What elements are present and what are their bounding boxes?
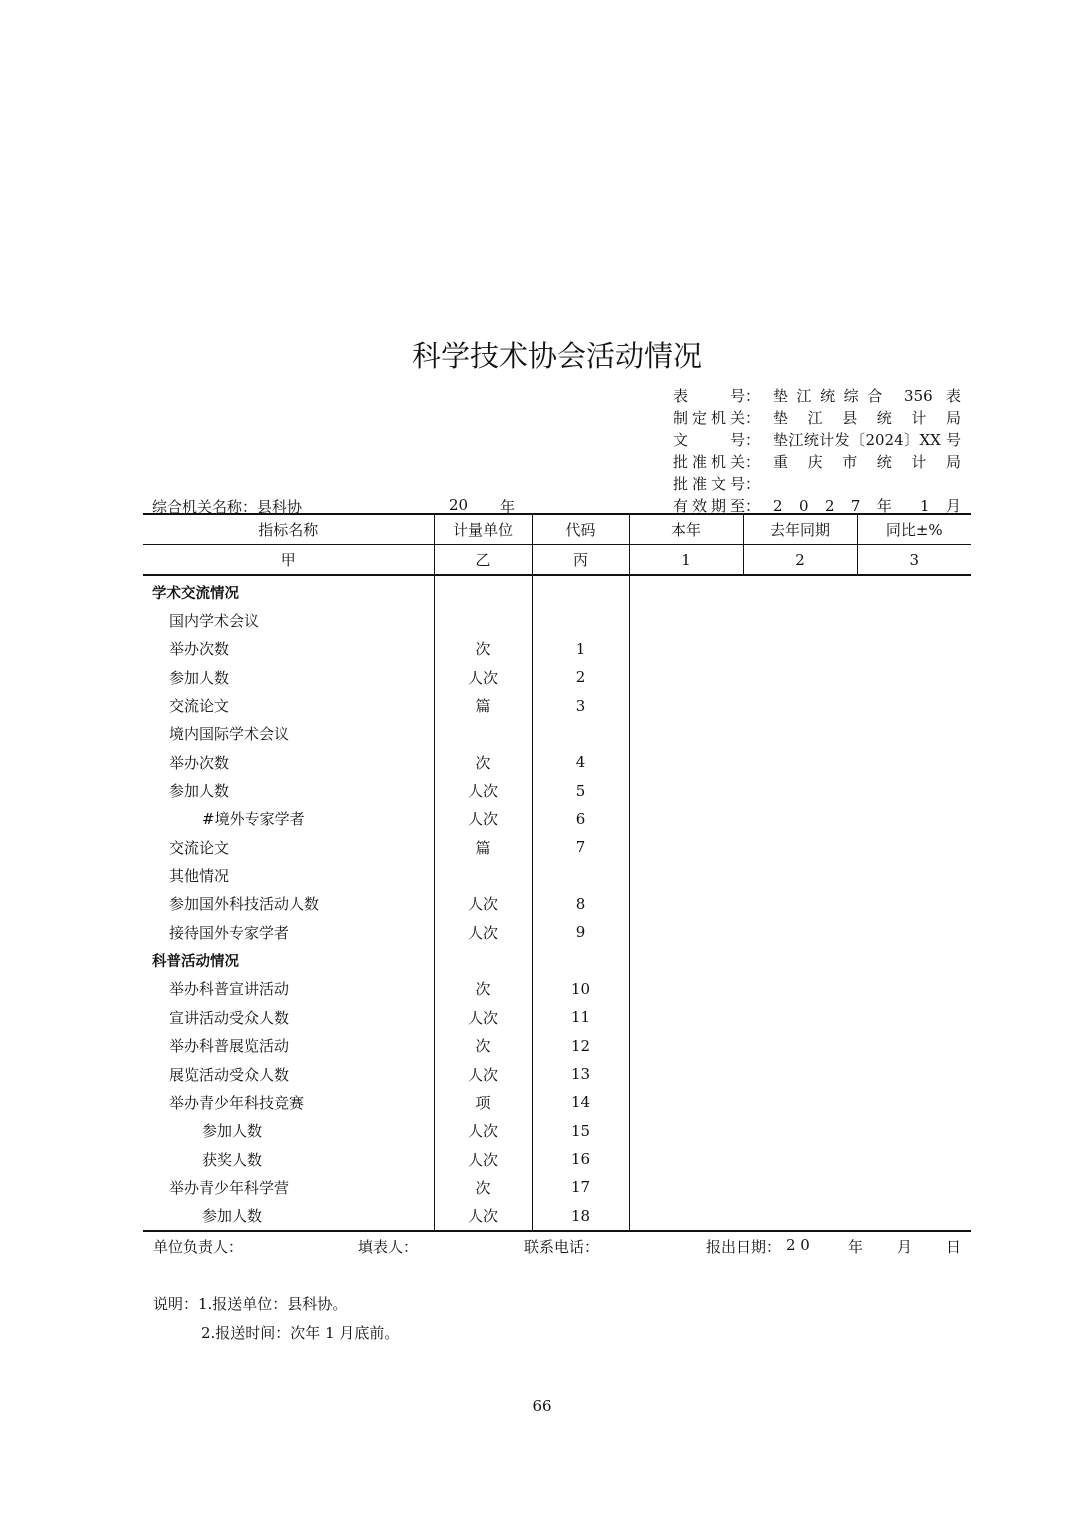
row-indicator-name: 接待国外专家学者 (143, 918, 434, 946)
row-last-year (743, 1032, 857, 1060)
table-row (143, 1060, 971, 1088)
row-indicator-name: 宣讲活动受众人数 (143, 1003, 434, 1031)
row-indicator-name: 举办科普展览活动 (143, 1032, 434, 1060)
row-this-year (629, 1202, 743, 1231)
row-code: 15 (532, 1117, 629, 1145)
table-row (143, 833, 971, 861)
row-last-year (743, 1202, 857, 1231)
footer-year-unit: 年 (848, 1238, 864, 1256)
row-indicator-name: 参加人数 (143, 776, 434, 804)
row-indicator-name: 举办科普宣讲活动 (143, 975, 434, 1003)
row-unit: 次 (434, 1032, 532, 1060)
row-this-year (629, 861, 743, 889)
meta-colon: ： (745, 453, 761, 471)
row-yoy (857, 575, 971, 606)
row-indicator-name: 交流论文 (143, 691, 434, 719)
row-last-year (743, 606, 857, 634)
row-unit (434, 575, 532, 606)
row-last-year (743, 691, 857, 719)
subheader-jia: 甲 (143, 545, 434, 576)
row-last-year (743, 776, 857, 804)
meta-row (673, 473, 963, 495)
row-unit: 人次 (434, 1117, 532, 1145)
table-row (143, 805, 971, 833)
meta-row (673, 385, 963, 407)
meta-value: 垫 江 县 统 计 局 (773, 409, 961, 427)
row-unit: 人次 (434, 1060, 532, 1088)
row-this-year (629, 1117, 743, 1145)
row-unit (434, 720, 532, 748)
row-yoy (857, 720, 971, 748)
row-code: 13 (532, 1060, 629, 1088)
row-yoy (857, 606, 971, 634)
table-row (143, 575, 971, 606)
row-code: 5 (532, 776, 629, 804)
row-indicator-name: 国内学术会议 (143, 606, 434, 634)
meta-label: 文 号 (673, 431, 745, 449)
row-indicator-name: 展览活动受众人数 (143, 1060, 434, 1088)
subheader-yi: 乙 (434, 545, 532, 576)
row-this-year (629, 635, 743, 663)
row-unit: 人次 (434, 1145, 532, 1173)
header-row (143, 514, 971, 545)
row-last-year (743, 635, 857, 663)
row-unit: 人次 (434, 1003, 532, 1031)
row-this-year (629, 720, 743, 748)
row-code (532, 575, 629, 606)
row-last-year (743, 720, 857, 748)
row-last-year (743, 805, 857, 833)
meta-colon: ： (745, 475, 761, 493)
row-unit: 人次 (434, 1202, 532, 1231)
table-row (143, 946, 971, 974)
table-row (143, 1117, 971, 1145)
row-indicator-name: 参加国外科技活动人数 (143, 890, 434, 918)
header-last-year: 去年同期 (743, 514, 857, 545)
org-name: 综合机关名称：县科协 (152, 498, 303, 516)
row-unit (434, 861, 532, 889)
footer-filler: 填表人： (358, 1238, 419, 1256)
row-indicator-name: 科普活动情况 (143, 946, 434, 974)
row-this-year (629, 1003, 743, 1031)
row-unit: 项 (434, 1088, 532, 1116)
row-last-year (743, 890, 857, 918)
row-unit (434, 946, 532, 974)
row-code: 10 (532, 975, 629, 1003)
subheader-2: 2 (743, 545, 857, 576)
row-code (532, 861, 629, 889)
row-yoy (857, 635, 971, 663)
row-last-year (743, 975, 857, 1003)
row-code: 2 (532, 663, 629, 691)
header-code: 代码 (532, 514, 629, 545)
row-yoy (857, 1117, 971, 1145)
page-number: 66 (532, 1397, 552, 1415)
row-last-year (743, 575, 857, 606)
row-this-year (629, 1088, 743, 1116)
row-code (532, 946, 629, 974)
meta-value: 垫江统计发〔2024〕XX 号 (773, 431, 961, 449)
row-last-year (743, 946, 857, 974)
row-yoy (857, 748, 971, 776)
row-code: 12 (532, 1032, 629, 1060)
row-last-year (743, 833, 857, 861)
row-indicator-name: 举办次数 (143, 635, 434, 663)
header-unit: 计量单位 (434, 514, 532, 545)
meta-value: 2 0 2 7 年 1 月 (773, 497, 961, 515)
row-unit: 次 (434, 1173, 532, 1201)
form-title: 科学技术协会活动情况 (411, 339, 702, 373)
table-row (143, 663, 971, 691)
row-yoy (857, 890, 971, 918)
row-unit: 次 (434, 975, 532, 1003)
row-indicator-name: 其他情况 (143, 861, 434, 889)
row-yoy (857, 1173, 971, 1201)
row-yoy (857, 833, 971, 861)
row-last-year (743, 1173, 857, 1201)
table-row (143, 1202, 971, 1231)
row-last-year (743, 1117, 857, 1145)
subheader-1: 1 (629, 545, 743, 576)
row-this-year (629, 1060, 743, 1088)
report-year-unit: 年 (500, 498, 516, 516)
row-this-year (629, 890, 743, 918)
note-line-2: 2.报送时间：次年 1 月底前。 (201, 1324, 400, 1342)
subheader-bing: 丙 (532, 545, 629, 576)
row-unit: 人次 (434, 805, 532, 833)
table-body (143, 575, 971, 1231)
row-last-year (743, 918, 857, 946)
row-yoy (857, 776, 971, 804)
meta-value: 重 庆 市 统 计 局 (773, 453, 961, 471)
meta-label: 表 号 (673, 387, 745, 405)
row-indicator-name: 举办次数 (143, 748, 434, 776)
row-last-year (743, 663, 857, 691)
table-row (143, 1145, 971, 1173)
row-indicator-name: 学术交流情况 (143, 575, 434, 606)
row-this-year (629, 1173, 743, 1201)
row-code: 18 (532, 1202, 629, 1231)
table-row (143, 890, 971, 918)
row-last-year (743, 1088, 857, 1116)
row-last-year (743, 748, 857, 776)
table-row (143, 748, 971, 776)
footer-day-unit: 日 (946, 1238, 962, 1256)
row-unit: 人次 (434, 663, 532, 691)
row-unit: 次 (434, 635, 532, 663)
table-row (143, 720, 971, 748)
meta-value: 垫江统综合 356 表 (773, 387, 961, 405)
table-row (143, 861, 971, 889)
table-row (143, 918, 971, 946)
row-yoy (857, 1088, 971, 1116)
row-yoy (857, 1003, 971, 1031)
table-row (143, 1003, 971, 1031)
row-indicator-name: 参加人数 (143, 663, 434, 691)
meta-colon: ： (745, 497, 761, 515)
row-unit: 人次 (434, 890, 532, 918)
table-row (143, 776, 971, 804)
row-yoy (857, 1145, 971, 1173)
table-row (143, 606, 971, 634)
row-code: 9 (532, 918, 629, 946)
row-yoy (857, 691, 971, 719)
row-code: 7 (532, 833, 629, 861)
row-this-year (629, 575, 743, 606)
row-unit: 次 (434, 748, 532, 776)
report-year: 20 (449, 496, 469, 514)
row-code: 14 (532, 1088, 629, 1116)
footer-phone: 联系电话： (524, 1238, 600, 1256)
row-code: 1 (532, 635, 629, 663)
row-last-year (743, 861, 857, 889)
row-last-year (743, 1145, 857, 1173)
meta-colon: ： (745, 387, 761, 405)
subheader-3: 3 (857, 545, 971, 576)
row-last-year (743, 1003, 857, 1031)
row-last-year (743, 1060, 857, 1088)
table-row (143, 975, 971, 1003)
row-this-year (629, 833, 743, 861)
meta-row (673, 451, 963, 473)
row-this-year (629, 776, 743, 804)
row-yoy (857, 663, 971, 691)
row-yoy (857, 1060, 971, 1088)
row-this-year (629, 663, 743, 691)
row-this-year (629, 946, 743, 974)
header-this-year: 本年 (629, 514, 743, 545)
meta-label: 制定机关 (673, 409, 745, 427)
row-indicator-name: 境内国际学术会议 (143, 720, 434, 748)
row-code (532, 720, 629, 748)
row-unit (434, 606, 532, 634)
meta-colon: ： (745, 431, 761, 449)
meta-label: 有效期至 (673, 497, 745, 515)
row-yoy (857, 975, 971, 1003)
table-row (143, 1088, 971, 1116)
row-indicator-name: #境外专家学者 (143, 805, 434, 833)
footer-date-year: 2 0 (786, 1236, 810, 1254)
row-code (532, 606, 629, 634)
meta-row (673, 429, 963, 451)
footer-head: 单位负责人： (153, 1238, 244, 1256)
row-yoy (857, 1032, 971, 1060)
row-yoy (857, 805, 971, 833)
row-indicator-name: 交流论文 (143, 833, 434, 861)
row-code: 6 (532, 805, 629, 833)
footer-month-unit: 月 (897, 1238, 913, 1256)
row-code: 16 (532, 1145, 629, 1173)
row-yoy (857, 918, 971, 946)
meta-label: 批准机关 (673, 453, 745, 471)
row-this-year (629, 1145, 743, 1173)
row-yoy (857, 861, 971, 889)
table-row (143, 635, 971, 663)
row-indicator-name: 参加人数 (143, 1202, 434, 1231)
row-code: 17 (532, 1173, 629, 1201)
header-indicator: 指标名称 (143, 514, 434, 545)
row-indicator-name: 举办青少年科学营 (143, 1173, 434, 1201)
row-yoy (857, 946, 971, 974)
row-unit: 人次 (434, 776, 532, 804)
row-this-year (629, 805, 743, 833)
table-row (143, 1032, 971, 1060)
row-this-year (629, 606, 743, 634)
table-row (143, 1173, 971, 1201)
table-row (143, 691, 971, 719)
footer-date-label: 报出日期： (706, 1238, 782, 1256)
row-code: 3 (532, 691, 629, 719)
row-code: 11 (532, 1003, 629, 1031)
row-this-year (629, 691, 743, 719)
meta-label: 批准文号 (673, 475, 745, 493)
row-code: 4 (532, 748, 629, 776)
row-indicator-name: 参加人数 (143, 1117, 434, 1145)
row-yoy (857, 1202, 971, 1231)
row-unit: 篇 (434, 833, 532, 861)
row-this-year (629, 975, 743, 1003)
subheader-row (143, 545, 971, 576)
meta-row (673, 407, 963, 429)
row-unit: 篇 (434, 691, 532, 719)
row-this-year (629, 748, 743, 776)
header-yoy: 同比±% (857, 514, 971, 545)
row-indicator-name: 举办青少年科技竞赛 (143, 1088, 434, 1116)
statistics-table (143, 513, 971, 1232)
row-unit: 人次 (434, 918, 532, 946)
meta-colon: ： (745, 409, 761, 427)
row-code: 8 (532, 890, 629, 918)
row-indicator-name: 获奖人数 (143, 1145, 434, 1173)
note-line-1: 说明：1.报送单位：县科协。 (153, 1295, 348, 1313)
row-this-year (629, 918, 743, 946)
row-this-year (629, 1032, 743, 1060)
